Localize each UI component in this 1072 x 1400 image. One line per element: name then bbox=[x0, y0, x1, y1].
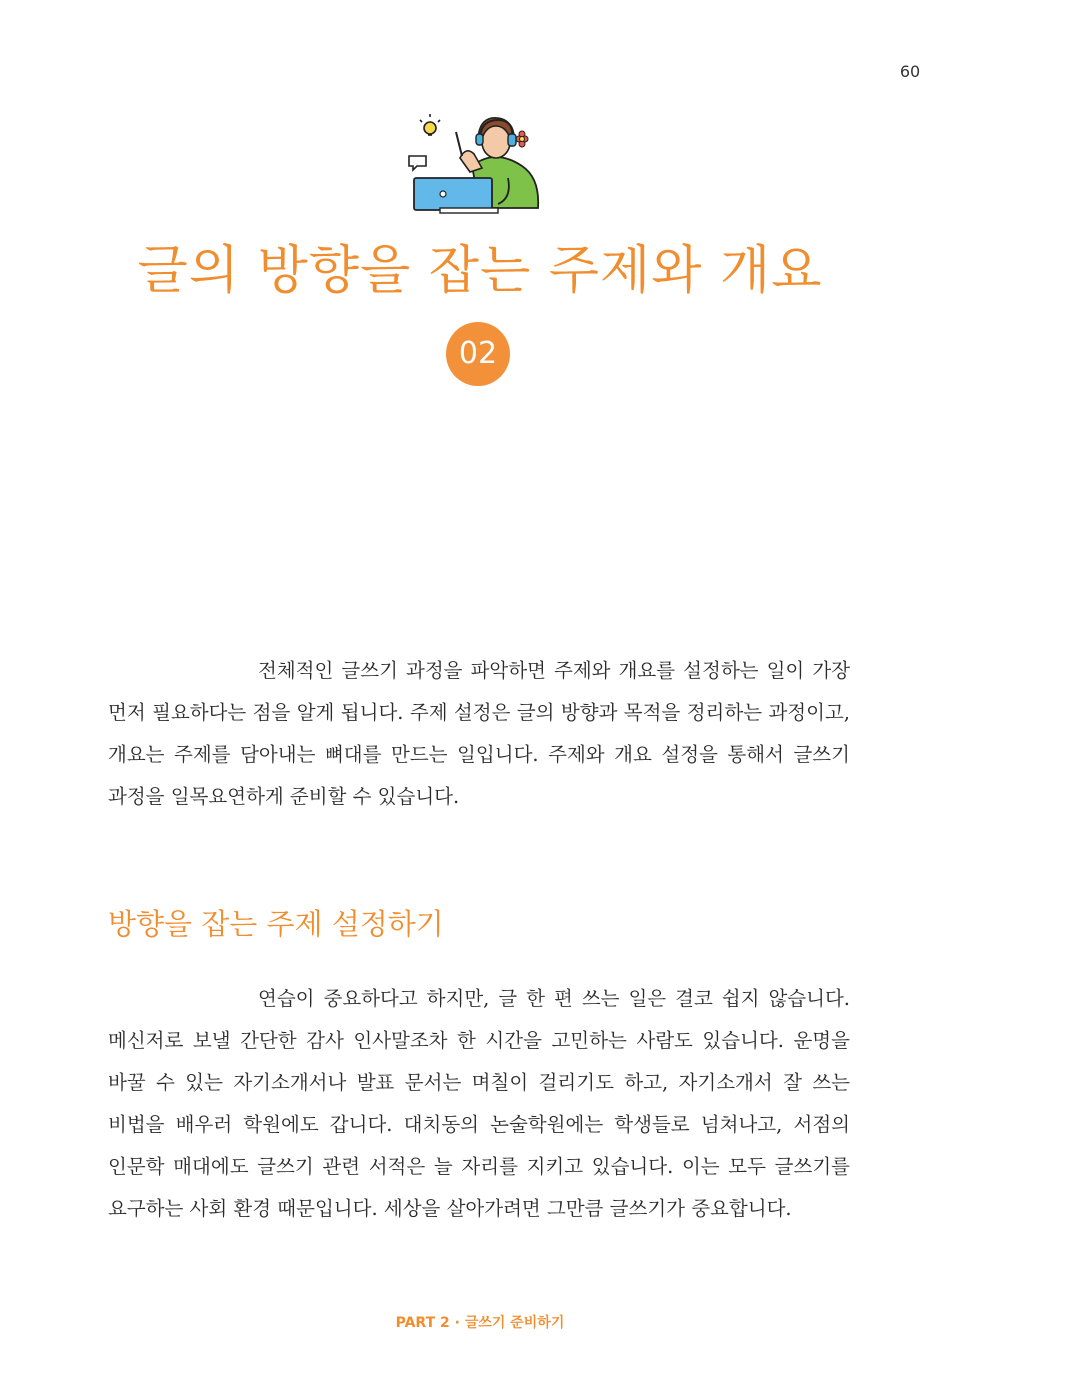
page-footer: PART 2 · 글쓰기 준비하기 bbox=[395, 1315, 565, 1331]
chapter-number-badge: 02 bbox=[446, 322, 510, 386]
person-with-headset-laptop-icon bbox=[400, 108, 550, 218]
section-heading: 방향을 잡는 주제 설정하기 bbox=[108, 907, 444, 941]
page-number: 60 bbox=[899, 62, 921, 81]
flower-icon bbox=[516, 131, 528, 147]
section-text: 연습이 중요하다고 하지만, 글 한 편 쓰는 일은 결코 쉽지 않습니다. 메신저로 보낼 간단한 감사 인사말조차 한 시간을 고민하는 사람도 있습니다. 운명을 바꿀 수 있는 자기소개서나 발표 문서는 며칠이 걸리기도 하고, 자기소개서 잘 쓰는 비법을 배우러 학원에도 갑니다. 대치동의 논술학원에는 학생들로 넘쳐나고, 서점의 인문학 매대에도 글쓰기 관련 서적은 늘 자리를 지키고 있습니다. 이는 모두 글쓰기를 요구하는 사회 환경 때문입니다. 세상을 살아가려면 그만큼 글쓰기가 중요합니다. bbox=[108, 987, 850, 1220]
section-paragraph bbox=[108, 978, 850, 1230]
chapter-title: 글의 방향을 잡는 주제와 개요 bbox=[137, 241, 823, 301]
intro-paragraph bbox=[108, 650, 850, 818]
intro-text: 전체적인 글쓰기 과정을 파악하면 주제와 개요를 설정하는 일이 가장 먼저 필요하다는 점을 알게 됩니다. 주제 설정은 글의 방향과 목적을 정리하는 과정이고, 개요는 주제를 담아내는 뼈대를 만드는 일입니다. 주제와 개요 설정을 통해서 글쓰기 과정을 일목요연하게 준비할 수 있습니다. bbox=[108, 659, 850, 808]
light-bulb-icon bbox=[420, 114, 440, 135]
speech-bubble-icon bbox=[409, 156, 426, 170]
